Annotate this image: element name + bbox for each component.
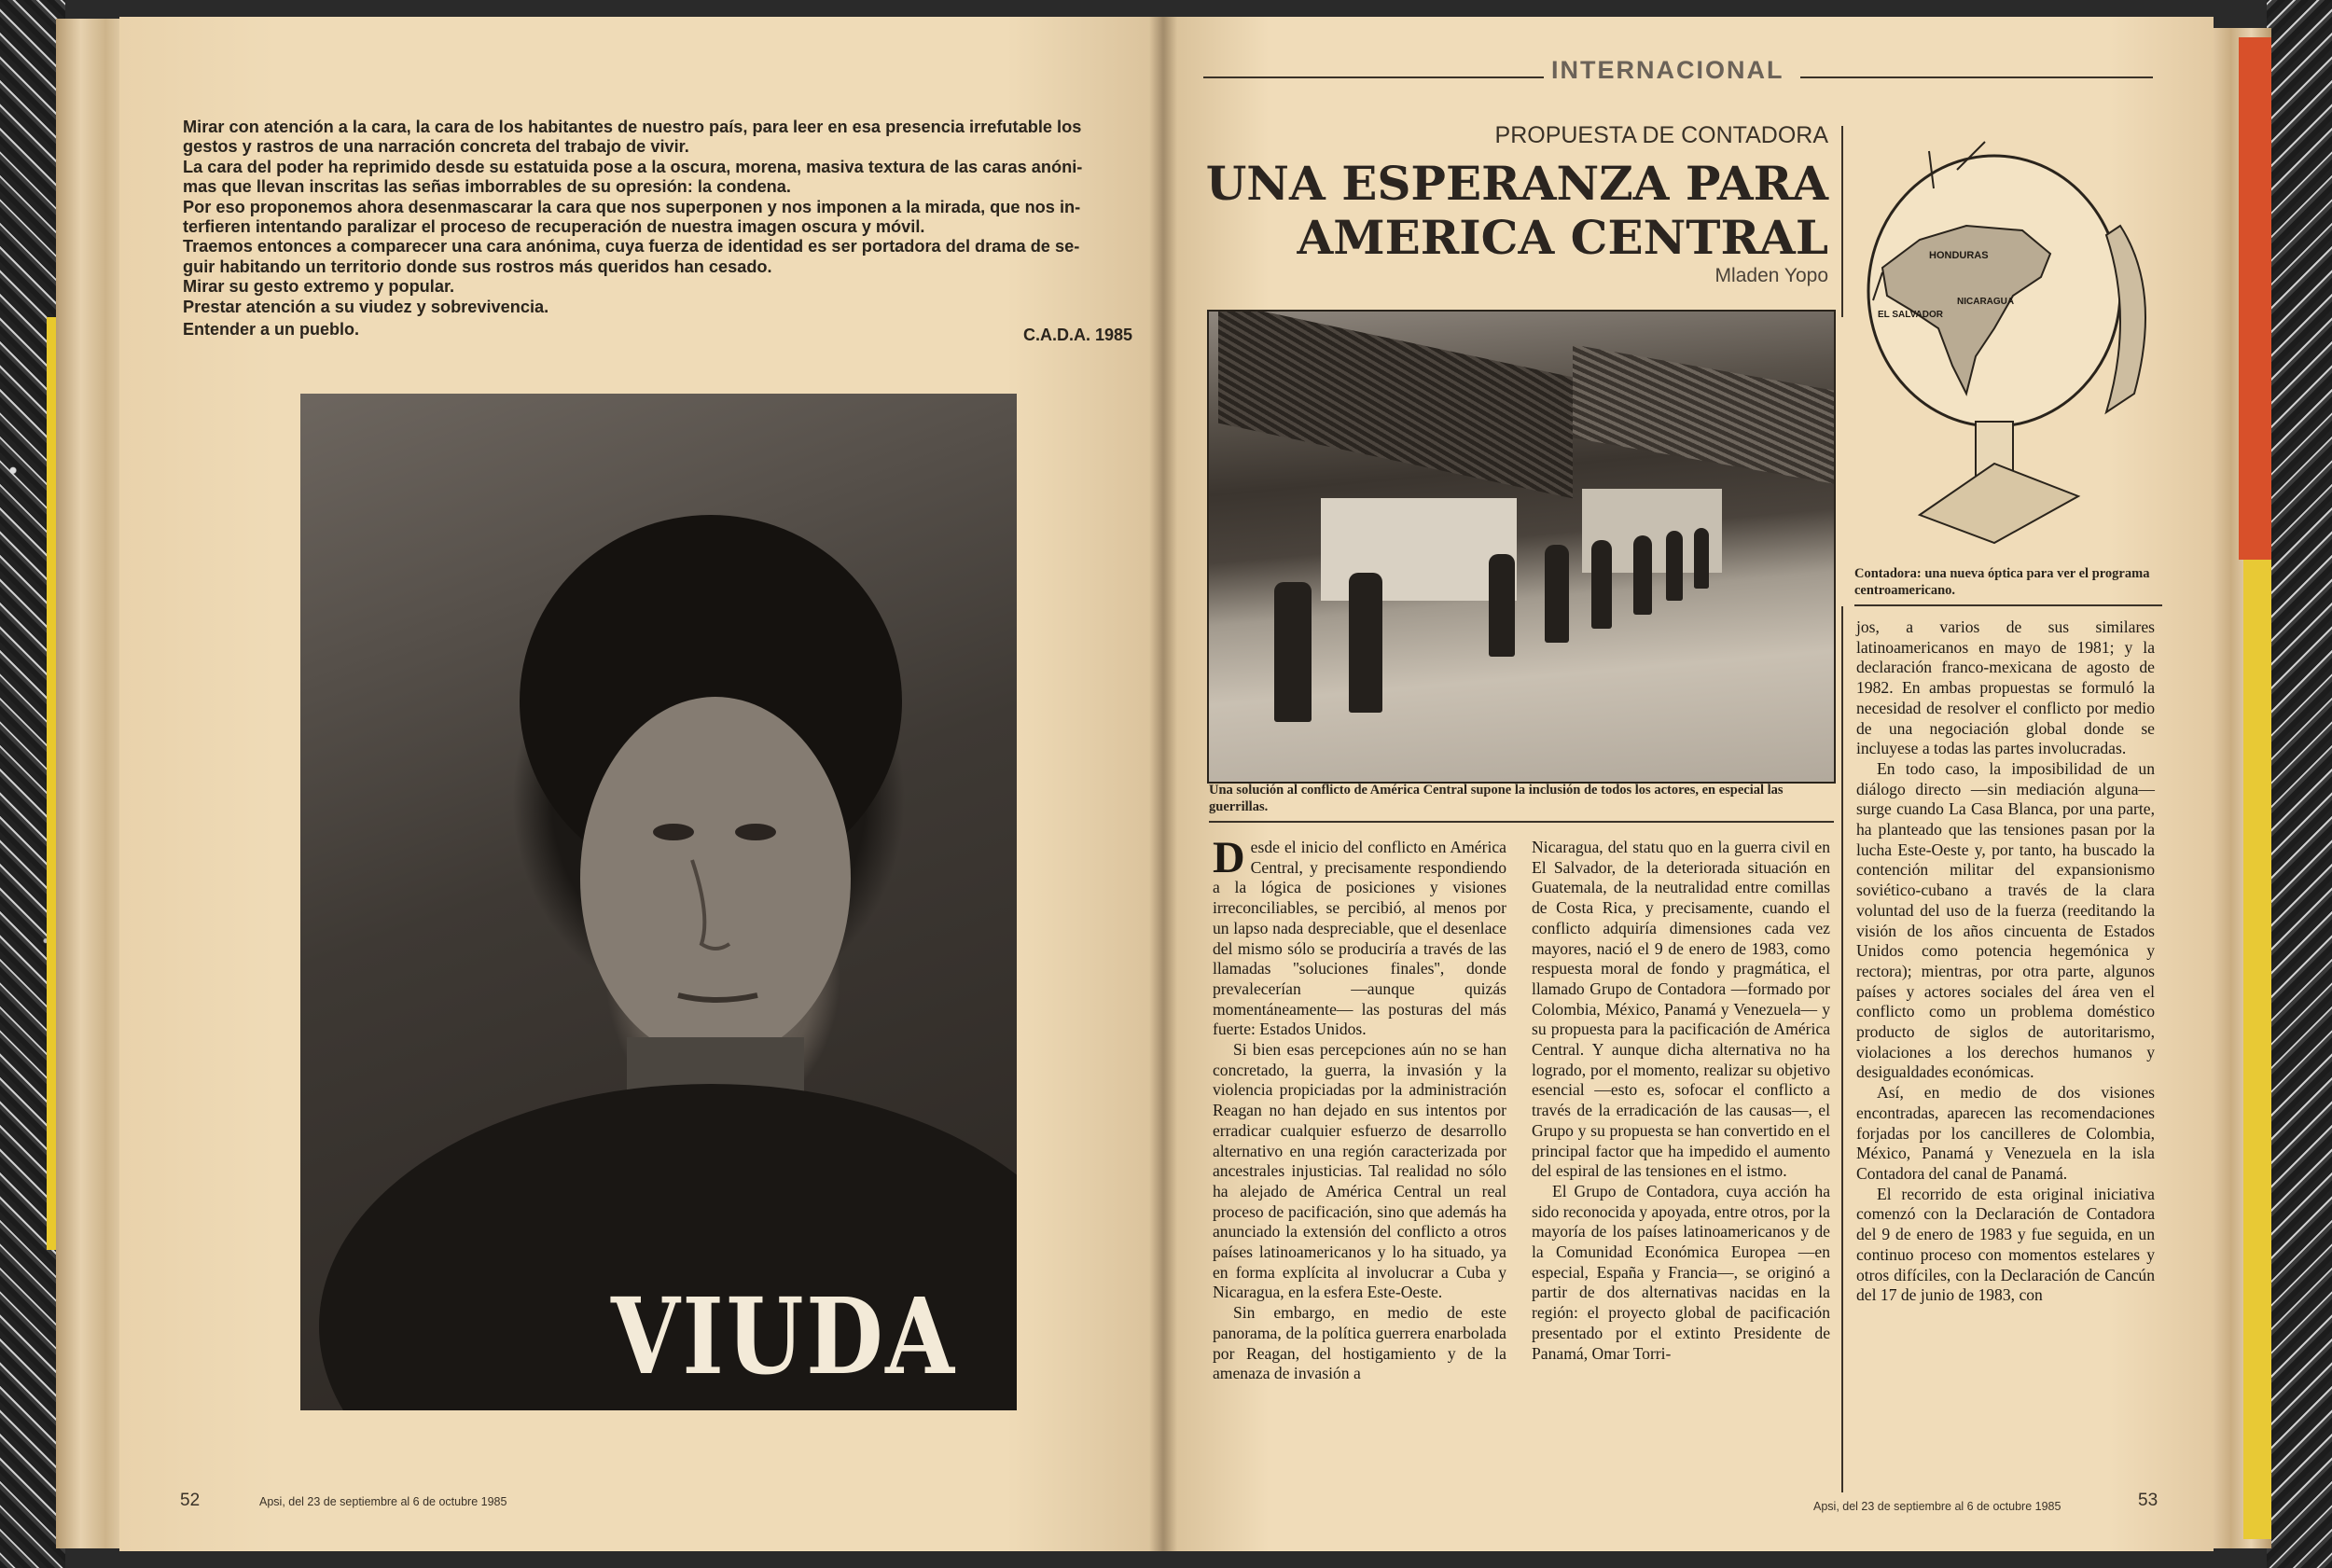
- map-label-el-salvador: EL SALVADOR: [1878, 310, 1944, 320]
- intro-line: Traemos entonces a comparecer una cara anónima, cuya fuerza de identidad es ser portadora del drama de se-: [183, 237, 1080, 257]
- paragraph: En todo caso, la imposibilidad de un diálogo directo —sin mediación alguna— surge cuando La Casa Blanca, por una parte, ha planteado que las tensiones pasan por la lucha Este-Oeste y, por tanto, ha buscado la contención militar del expansionismo soviético-cubano a través de la clara voluntad del uso de la fuerza (reeditando la visión de los años cincuenta de Estados Unidos como potencia hegemónica y rectora); mientras, por otra parte, algunos países y actores sociales del área ven el conflicto como un problema doméstico producto de siglos de autoritarismo, violaciones a los derechos humanos y desigualdades económicas.: [1856, 758, 2155, 1082]
- map-label-honduras: HONDURAS: [1929, 250, 1989, 261]
- photo-soldier: [1545, 545, 1569, 643]
- photo-roof: [1573, 344, 1834, 483]
- page-number-left: 52: [180, 1491, 201, 1510]
- paragraph: [1213, 833, 1506, 1040]
- intro-line: Prestar atención a su viudez y sobrevivencia.: [183, 297, 549, 316]
- section-title: INTERNACIONAL: [1551, 56, 1784, 84]
- intro-line: gestos y rastros de una narración concreta del trabajo de vivir.: [183, 137, 689, 157]
- photo-soldier: [1666, 531, 1683, 601]
- intro-text: [183, 118, 1132, 317]
- photo-roof: [1218, 310, 1573, 498]
- paragraph: jos, a varios de sus similares latinoamericanos en mayo de 1981; y la declaración franco-mexicana de agosto de 1982. En ambas propuestas se formuló la necesidad de resolver el conflicto por medio de una negociación global donde se incluyese a todas las partes involucradas.: [1856, 617, 2155, 758]
- photo-soldier: [1591, 540, 1612, 629]
- photo-caption: Una solución al conflicto de América Central supone la inclusión de todos los actores, en especial las guerrillas.: [1209, 783, 1784, 814]
- byline: Mladen Yopo: [1714, 265, 1828, 286]
- intro-line: mas que llevan inscritas las señas imborrables de su opresión: la condena.: [183, 177, 791, 197]
- map-globe-graphic: [1854, 114, 2162, 552]
- portrait-illustration: [300, 394, 1017, 1410]
- photo-soldier: [1694, 528, 1709, 589]
- footer-left: Apsi, del 23 de septiembre al 6 de octubre 1985: [259, 1495, 507, 1508]
- paragraph: El Grupo de Contadora, cuya acción ha sido reconocida y apoyada, entre otros, por la mayoría de los países latinoamericanos y de la Comunidad Económica Europea —en especial, España y Francia—, se originó a partir de dos alternativas nacidas en la región: el proyecto global de pacificación presentado por el extinto Presidente de Panamá, Omar Torri-: [1532, 1181, 1830, 1363]
- photo-soldier: [1349, 573, 1382, 713]
- section-rule-left: [1203, 76, 1544, 78]
- paragraph: Si bien esas percepciones aún no se han concretado, la guerra, la invasión y la violencia propiciadas por la administración Reagan no han dejado en sus intentos por erradicar cualquier esfuerzo de desarrollo alternativo en una región caracterizada por ancestrales injusticias. Tal realidad no sólo ha alejado de América Central un real proceso de pacificación, sino que además ha anunciado la extensión del conflicto a otros países latinoamericanos y lo ha situado, ya en forma explícita al involucrar a Cuba y Nicaragua, en la esfera Este-Oeste.: [1213, 1040, 1506, 1302]
- headline-line-1: UNA ESPERANZA PARA: [1205, 156, 1828, 211]
- red-tab-right: [2239, 37, 2271, 560]
- paragraph: Así, en medio de dos visiones encontradas, aparecen las recomendaciones forjadas por los cancilleres de Colombia, México, Panamá y Venezuela en la isla Contadora del canal de Panamá.: [1856, 1083, 2155, 1183]
- caption-rule: [1209, 821, 1834, 823]
- paragraph: El recorrido de esta original iniciativa comenzó con la Declaración de Contadora del 9 de enero de 1983 y fue seguida, en un continuo proceso con momentos estelares y otros difíciles, con la Declaración de Cancún del 17 de junio de 1983, con: [1856, 1184, 2155, 1305]
- photo-soldier: [1489, 554, 1515, 657]
- viuda-title: VIUDA: [611, 1276, 957, 1398]
- article-column-1: [1213, 833, 1506, 1384]
- signature: C.A.D.A. 1985: [1022, 326, 1132, 344]
- intro-line: Por eso proponemos ahora desenmascarar la cara que nos superponen y nos imponen a la mirada, que nos in-: [183, 197, 1081, 216]
- intro-line: terfieren intentando paralizar el proceso de recuperación de nuestra imagen oscura y móvil.: [183, 217, 925, 237]
- paragraph: Nicaragua, del statu quo en la guerra civil en El Salvador, de la deteriorada situación en Guatemala, de la neutralidad entre comillas de Costa Rica, y precisamente, cuando el conflicto adquiría dimensiones cada vez mayores, nació el 9 de enero de 1983, como respuesta moral de fondo y pragmática, el llamado Grupo de Contadora —formado por Colombia, México, Panamá y Venezuela— y su propuesta para la pacificación de América Central. Y aunque dicha alternativa no ha logrado, por el momento, realizar su objetivo esencial —esto es, sofocar el conflicto a través de la erradicación de las causas—, el Grupo y su propuesta se han convertido en el principal factor que ha impedido el aumento del espiral de las tensiones en el istmo.: [1532, 838, 1830, 1181]
- book-gutter: [1149, 17, 1177, 1551]
- closing-line: Entender a un pueblo.: [183, 320, 360, 339]
- photo-soldier: [1633, 535, 1652, 615]
- intro-line: La cara del poder ha reprimido desde su estatuida pose a la oscura, morena, masiva textura de las caras anóni-: [183, 157, 1083, 176]
- article-headline: [1175, 157, 1828, 265]
- intro-line: guir habitando un territorio donde sus rostros más queridos han cesado.: [183, 257, 772, 276]
- soldiers-village-photo: [1207, 310, 1836, 784]
- yellow-tab-right: [2243, 560, 2271, 1539]
- map-caption: Contadora: una nueva óptica para ver el programa centroamericano.: [1854, 566, 2150, 598]
- footer-right: Apsi, del 23 de septiembre al 6 de octubre 1985: [1813, 1500, 2061, 1513]
- dropcap: D: [1213, 833, 1245, 882]
- article-column-2: [1532, 838, 1830, 1364]
- article-kicker: PROPUESTA DE CONTADORA: [1494, 122, 1828, 148]
- intro-line: Mirar su gesto extremo y popular.: [183, 277, 455, 297]
- intro-line: Mirar con atención a la cara, la cara de los habitantes de nuestro país, para leer en esa presencia irrefutable los: [183, 118, 1082, 136]
- headline-line-2: AMERICA CENTRAL: [1297, 210, 1828, 265]
- paragraph: Sin embargo, en medio de este panorama, de la política guerrera enarbolada por Reagan, del hostigamiento y de la amenaza de invasión a: [1213, 1303, 1506, 1383]
- signature-row: [183, 320, 1132, 344]
- contadora-map-illustration: [1854, 114, 2162, 552]
- column-divider: [1841, 606, 1843, 1492]
- map-label-nicaragua: NICARAGUA: [1957, 297, 2015, 307]
- paragraph-text: esde el inicio del conflicto en América Central, y precisamente respondiendo a la lógica de posiciones y visiones irreconciliables, se percibió, al menos por un lapso nada despreciable, que el desenlace del mismo sólo se produciría a través de las llamadas ''soluciones finales'', donde prevalecerían —aunque quizás momentáneamente— las posturas del más fuerte: Estados Unidos.: [1213, 838, 1506, 1039]
- page-number-right: 53: [2138, 1491, 2158, 1510]
- widow-portrait-photo: [300, 394, 1017, 1410]
- photo-soldier: [1274, 582, 1312, 722]
- map-caption-rule: [1854, 604, 2162, 606]
- section-rule-right: [1800, 76, 2153, 78]
- header-vertical-rule: [1841, 126, 1843, 317]
- binder-cover-right: [2267, 0, 2332, 1568]
- article-column-3: [1856, 617, 2155, 1306]
- section-header: [1203, 56, 2153, 84]
